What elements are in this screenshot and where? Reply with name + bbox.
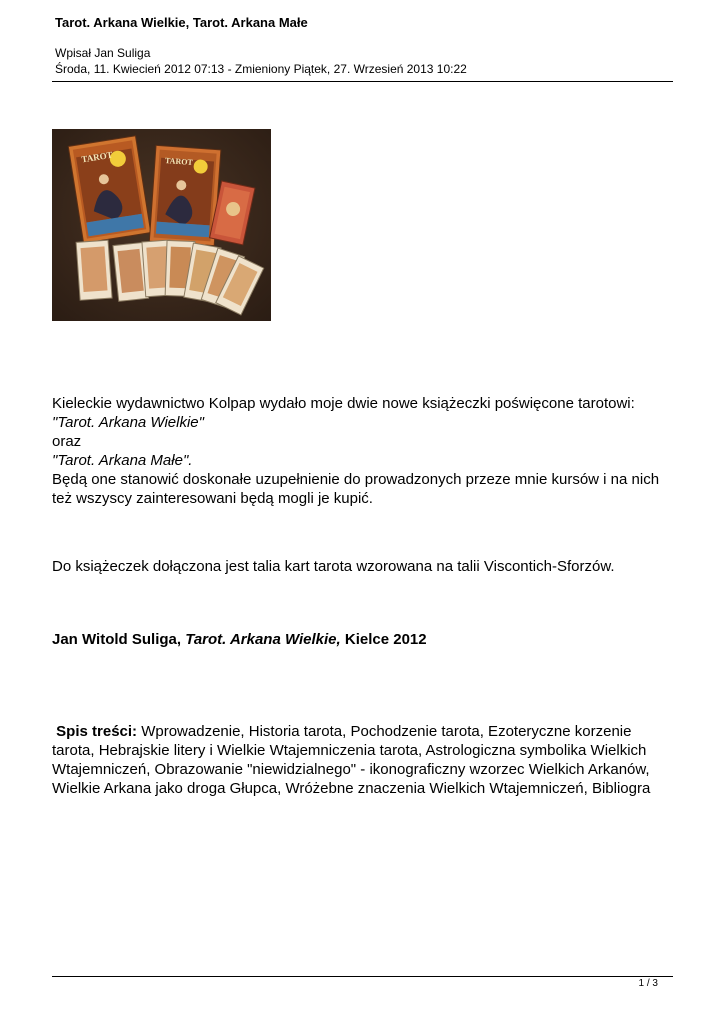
citation-place: Kielce 2012 bbox=[340, 631, 427, 648]
book-title-major: "Tarot. Arkana Wielkie" bbox=[52, 414, 204, 431]
intro-conjunction: oraz bbox=[52, 433, 82, 450]
author-line: Wpisał Jan Suliga bbox=[55, 46, 151, 60]
page-title: Tarot. Arkana Wielkie, Tarot. Arkana Małe bbox=[55, 15, 308, 30]
citation-author: Jan Witold Suliga, bbox=[52, 631, 186, 648]
citation-title: Tarot. Arkana Wielkie, bbox=[185, 631, 341, 648]
book-cover-2-label: TAROT bbox=[164, 156, 194, 167]
toc-text: Wprowadzenie, Historia tarota, Pochodzenie tarota, Ezoteryczne korzenie tarota, Hebrajskie litery i Wielkie Wtajemniczenia tarota, Astrologiczna symbolika Wielkich Wtajemniczeń, Obrazowanie "niewidzialnego" - ikonograficzny wzorzec Wielkich Arkanów, Wielkie Arkana jako droga Głupca, Wróżebne znaczenia Wielkich Wtajemniczeń, Bibliogra bbox=[52, 723, 651, 797]
intro-rest: Będą one stanowić doskonałe uzupełnienie do prowadzonych przeze mnie kursów i na nich też wszyscy zainteresowani będą mogli je kupić. bbox=[52, 471, 660, 507]
book-citation bbox=[52, 630, 677, 649]
intro-paragraph bbox=[52, 394, 677, 508]
toc-label: Spis treści: bbox=[56, 723, 138, 740]
header-divider bbox=[52, 81, 673, 82]
tarot-books-photo bbox=[52, 129, 271, 321]
footer-divider bbox=[52, 976, 673, 977]
page-number: 1 / 3 bbox=[638, 978, 658, 989]
date-line: Środa, 11. Kwiecień 2012 07:13 - Zmieniony Piątek, 27. Wrzesień 2013 10:22 bbox=[55, 62, 467, 76]
table-of-contents bbox=[52, 722, 677, 798]
deck-paragraph: Do książeczek dołączona jest talia kart tarota wzorowana na talii Viscontich-Sforzów. bbox=[52, 558, 615, 575]
book-title-minor: "Tarot. Arkana Małe". bbox=[52, 452, 193, 469]
book-cover-1-label: TAROT bbox=[80, 149, 114, 165]
intro-text: Kieleckie wydawnictwo Kolpap wydało moje dwie nowe książeczki poświęcone tarotowi: bbox=[52, 395, 635, 412]
